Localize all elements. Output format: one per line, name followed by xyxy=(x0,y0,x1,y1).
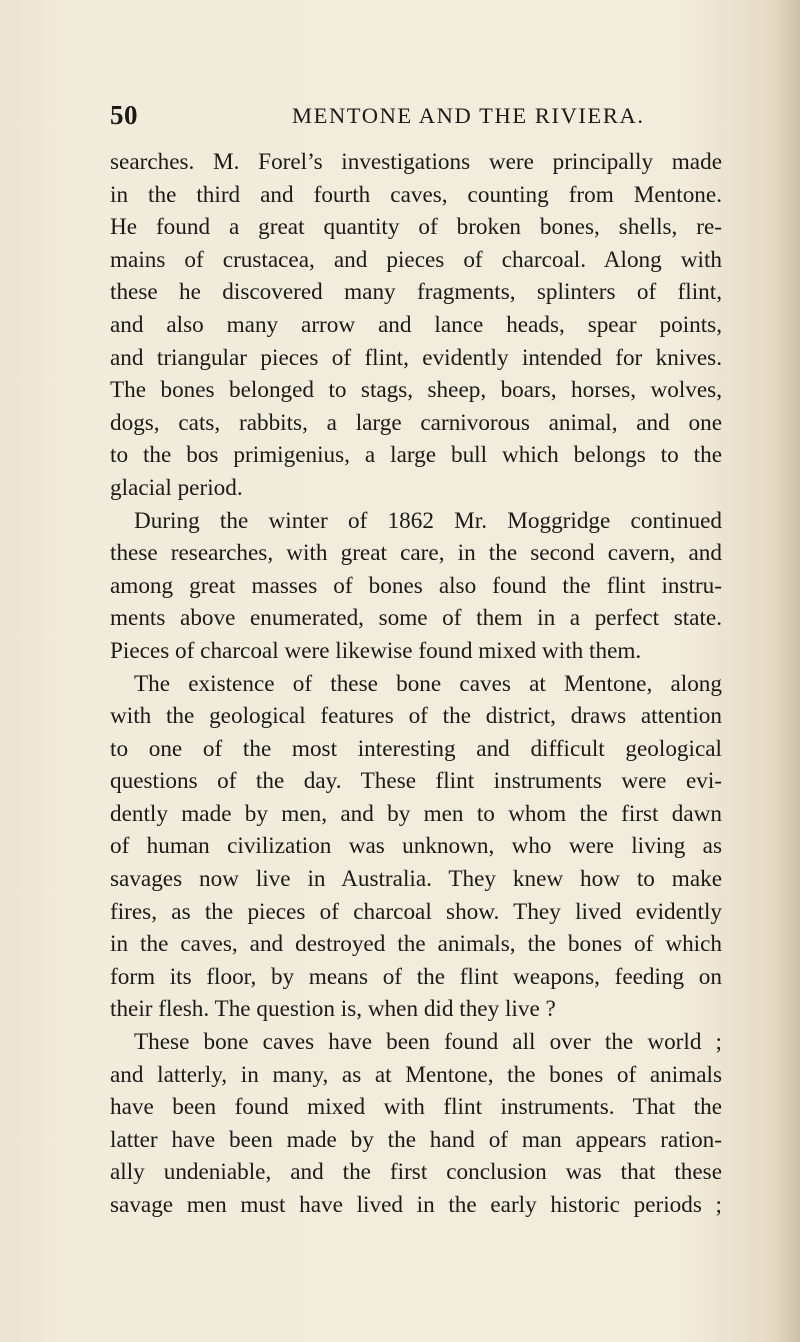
text-line: these researches, with great care, in the second cavern, and xyxy=(110,540,722,567)
text-line: and triangular pieces of flint, evidently intended for knives. xyxy=(110,344,722,371)
text-line: ally undeniable, and the first conclusion was that these xyxy=(110,1159,722,1186)
text-line: The existence of these bone caves at Mentone, along xyxy=(134,670,722,697)
text-line: These bone caves have been found all over the world ; xyxy=(134,1029,722,1056)
text-line: form its floor, by means of the flint weapons, feeding on xyxy=(110,963,722,990)
text-line: ments above enumerated, some of them in a perfect state. xyxy=(110,605,722,632)
page-edge-shadow xyxy=(774,0,800,1342)
text-line: He found a great quantity of broken bones, shells, re- xyxy=(110,214,722,241)
text-line: in the third and fourth caves, counting from Mentone. xyxy=(110,181,722,208)
text-line: searches. M. Forel’s investigations were principally made xyxy=(110,149,722,175)
text-line: dogs, cats, rabbits, a large carnivorous animal, and one xyxy=(110,409,722,436)
text-line: questions of the day. These flint instruments were evi- xyxy=(110,768,722,795)
running-title: MENTONE AND THE RIVIERA. xyxy=(292,103,645,128)
text-line: to one of the most interesting and difficult geological xyxy=(110,735,722,762)
text-line: glacial period. xyxy=(110,474,243,501)
text-line: savages now live in Australia. They knew how to make xyxy=(110,866,722,893)
page-number: 50 xyxy=(110,100,138,130)
text-line: dently made by men, and by men to whom the first dawn xyxy=(110,800,722,827)
text-line: During the winter of 1862 Mr. Moggridge continued xyxy=(134,507,722,534)
text-line: The bones belonged to stags, sheep, boars, horses, wolves, xyxy=(110,377,722,404)
text-line: among great masses of bones also found the flint instru- xyxy=(110,572,722,599)
text-line: in the caves, and destroyed the animals, the bones of which xyxy=(110,931,722,958)
text-line: to the bos primigenius, a large bull which belongs to the xyxy=(110,442,722,469)
text-line: fires, as the pieces of charcoal show. They lived evidently xyxy=(110,898,722,925)
text-line: and latterly, in many, as at Mentone, the bones of animals xyxy=(110,1061,722,1088)
text-line: savage men must have lived in the early historic periods ; xyxy=(110,1192,722,1218)
text-line: mains of crustacea, and pieces of charcoal. Along with xyxy=(110,246,722,273)
text-line: of human civilization was unknown, who were living as xyxy=(110,833,722,860)
text-line: latter have been made by the hand of man appears ration- xyxy=(110,1126,722,1153)
text-line: with the geological features of the district, draws attention xyxy=(110,703,722,730)
body-text xyxy=(110,146,722,1222)
text-line: these he discovered many fragments, splinters of flint, xyxy=(110,279,722,306)
text-line: and also many arrow and lance heads, spear points, xyxy=(110,311,722,338)
text-line: Pieces of charcoal were likewise found mixed with them. xyxy=(110,637,642,664)
text-line: their flesh. The question is, when did they live ? xyxy=(110,996,556,1023)
text-line: have been found mixed with flint instruments. That the xyxy=(110,1094,722,1121)
page-header xyxy=(110,100,722,140)
